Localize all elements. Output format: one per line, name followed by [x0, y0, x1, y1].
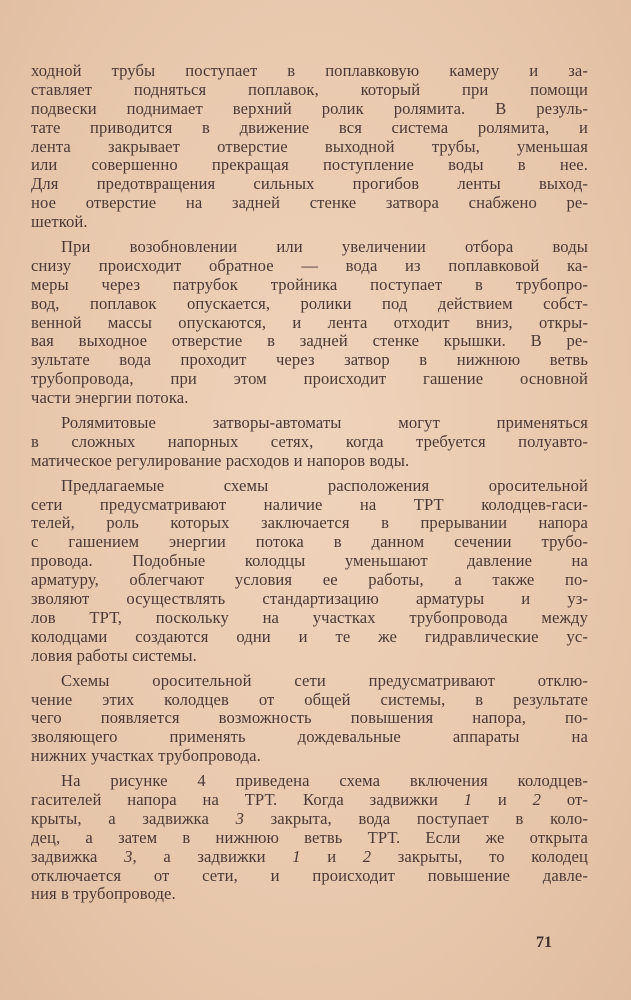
text-line: ходной трубы поступает в поплавковую камеру и за- [31, 61, 588, 80]
text-line: или совершенно прекращая поступление воды в нее. [31, 155, 588, 175]
text-line: шеткой. [31, 212, 88, 232]
text-line: дец, а затем в нижнюю ветвь ТРТ. Если же открыта [31, 827, 588, 847]
text-line: Для предотвращения сильных прогибов ленты выход- [31, 174, 588, 194]
paragraph [31, 477, 588, 666]
text-line: подвески поднимает верхний ролик ролямита. В резуль- [31, 98, 588, 118]
text-line: ния в трубопроводе. [31, 884, 176, 904]
text-line: с гашением энергии потока в данном сечении трубо- [31, 532, 588, 552]
text-line: венной массы опускаются, и лента отходит вниз, откры- [31, 312, 588, 332]
text-line: При возобновлении или увеличении отбора воды [61, 237, 588, 257]
text-line: лов ТРТ, поскольку на участках трубопровода между [31, 607, 588, 627]
text-line: провода. Подобные колодцы уменьшают давление на [31, 551, 588, 571]
text-line: арматуру, облегчают условия ее работы, а также по- [31, 570, 588, 590]
paragraph [31, 772, 588, 904]
paragraph [31, 62, 588, 232]
text-line: тате приводится в движение вся система ролямита, и [31, 117, 588, 137]
text-line: гасителей напора на ТРТ. Когда задвижки 1 и 2 от- [31, 789, 588, 809]
text-line: сети предусматривают наличие на ТРТ колодцев-гаси- [31, 494, 588, 514]
text-line: крыты, а задвижка 3 закрыта, вода поступает в коло- [31, 808, 588, 828]
page-body [31, 62, 588, 910]
paragraph [31, 414, 588, 471]
text-line: нижних участках трубопровода. [31, 746, 261, 766]
text-line: ставляет подняться поплавок, который при помощи [31, 79, 588, 99]
text-line: матическое регулирование расходов и напоров воды. [31, 450, 410, 470]
text-line: чение этих колодцев от общей системы, в результате [31, 689, 588, 709]
text-line: в сложных напорных сетях, когда требуется полуавто- [31, 431, 588, 451]
text-line: вая выходное отверстие в задней стенке крышки. В ре- [31, 331, 588, 351]
text-line: Предлагаемые схемы расположения оросительной [61, 475, 588, 495]
text-line: трубопровода, при этом происходит гашение основной [31, 369, 588, 389]
page-number: 71 [536, 934, 552, 951]
text-line: Ролямитовые затворы-автоматы могут применяться [61, 413, 588, 433]
text-line: ное отверстие на задней стенке затвора снабжено ре- [31, 193, 588, 213]
text-line: зультате вода проходит через затвор в нижнюю ветвь [31, 350, 588, 370]
text-line: ловия работы системы. [31, 645, 197, 665]
paragraph [31, 672, 588, 766]
text-line: отключается от сети, и происходит повышение давле- [31, 865, 588, 885]
text-line: снизу происходит обратное — вода из поплавковой ка- [31, 255, 588, 275]
text-line: телей, роль которых заключается в прерывании напора [31, 513, 588, 533]
text-line: зволяют осуществлять стандартизацию арматуры и уз- [31, 589, 588, 609]
text-line: задвижка 3, а задвижки 1 и 2 закрыты, то колодец [31, 846, 588, 866]
text-line: части энергии потока. [31, 388, 189, 408]
paragraph [31, 238, 588, 408]
text-line: Схемы оросительной сети предусматривают отклю- [61, 670, 588, 690]
text-line: колодцами создаются одни и те же гидравлические ус- [31, 626, 588, 646]
text-line: вод, поплавок опускается, ролики под действием собст- [31, 293, 588, 313]
text-line: зволяющего применять дождевальные аппараты на [31, 727, 588, 747]
text-line: На рисунке 4 приведена схема включения колодцев- [61, 771, 588, 791]
text-line: лента закрывает отверстие выходной трубы, уменьшая [31, 136, 588, 156]
text-line: чего появляется возможность повышения напора, по- [31, 708, 588, 728]
text-line: меры через патрубок тройника поступает в трубопро- [31, 274, 588, 294]
